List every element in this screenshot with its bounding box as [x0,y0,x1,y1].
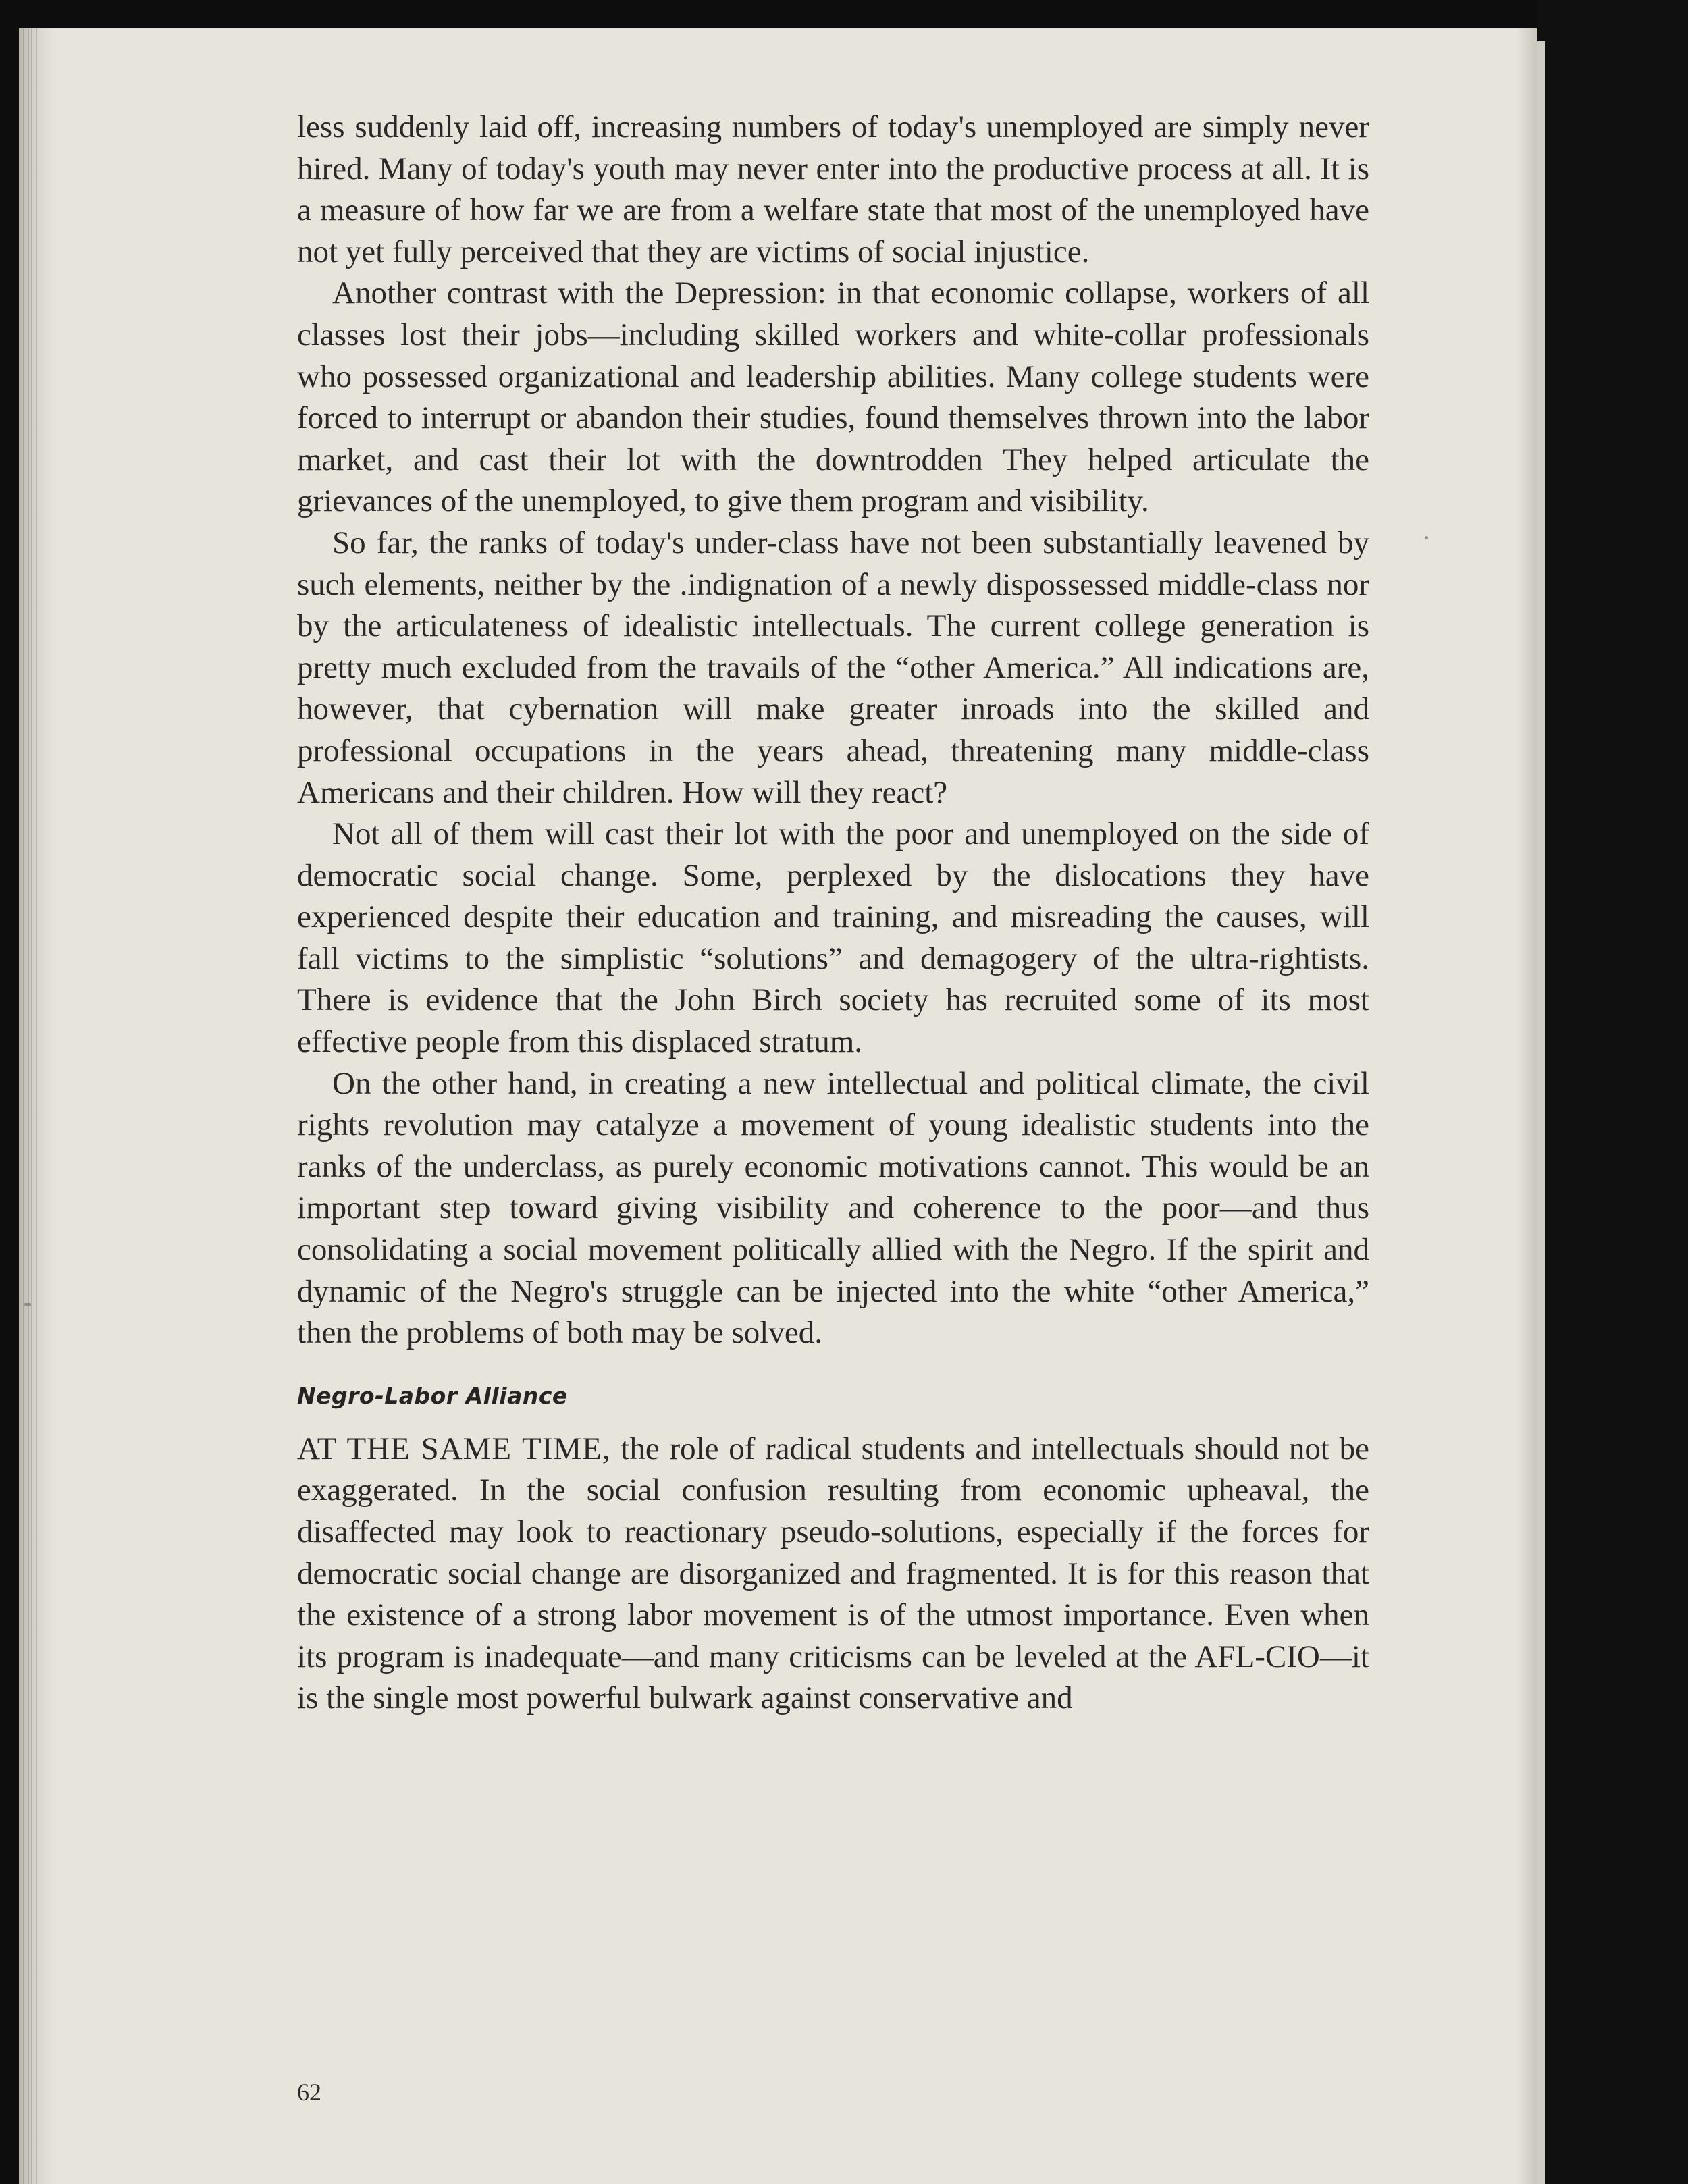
paragraph: On the other hand, in creating a new intellectual and political climate, the civil rights revolution may catalyze a movement of young idealistic students into the ranks of the underclass, as purely economic motivations cannot. This would be an important step toward giving visibility and coherence to the poor—and thus consolidating a social movement politically allied with the Negro. If the spirit and dynamic of the Negro's struggle can be injected into the white “other America,” then the problems of both may be solved. [297,1065,1369,1351]
adjacent-page-edge [1537,41,1545,2184]
paragraph: So far, the ranks of today's under-class have not been substantially leavened by such elements, neither by the .indignation of a newly dispossessed middle-class nor by the articulateness of idealistic intellectuals. The current college generation is pretty much excluded from the travails of the “other America.” All indications are, however, that cybernation will make greater inroads into the skilled and professional occupations in the years ahead, threatening many middle-class Americans and their children. How will they react? [297,525,1369,810]
body-text [297,107,1369,1720]
paragraph: Not all of them will cast their lot with the poor and unemployed on the side of democratic social change. Some, perplexed by the dislocations they have experienced despite their education and training, and misreading the causes, will fall victims to the simplistic “solutions” and demagogery of the ultra-rightists. There is evidence that the John Birch society has recruited some of its most effective people from this displaced stratum. [297,816,1369,1060]
section-paragraph [297,1429,1369,1720]
section-body-text: the role of radical students and intellectuals should not be exaggerated. In the social confusion resulting from economic upheaval, the disaffected may look to reactionary pseudo-solutions, especially if the forces for democratic social change are disorganized and fragmented. It is for this reason that the existence of a strong labor movement is of the utmost importance. Even when its program is inadequate—and many criticisms can be leveled at the AFL-CIO—it is the single most powerful bulwark against conservative and [297,1431,1369,1716]
paragraph: Another contrast with the Depression: in that economic collapse, workers of all classes lost their jobs—including skilled workers and white-collar professionals who possessed organizational and leadership abilities. Many college students were forced to interrupt or abandon their studies, found themselves thrown into the labor market, and cast their lot with the downtrodden They helped articulate the grievances of the unemployed, to give them program and visibility. [297,275,1369,519]
paragraph: less suddenly laid off, increasing numbers of today's unemployed are simply never hired. Many of today's youth may never enter into the productive process at all. It is a measure of how far we are from a welfare state that most of the unemployed have not yet fully perceived that they are victims of social injustice. [297,109,1369,269]
section-heading: Negro-Labor Alliance [297,1382,568,1409]
page-number: 62 [297,2079,321,2106]
page-edges [23,28,38,2184]
scan-speck [24,1303,31,1306]
page-curl-shadow [1516,28,1537,2184]
scanner-background [1537,0,1688,2184]
scan-speck [1425,536,1428,539]
lead-in-smallcaps: AT THE SAME TIME, [297,1431,611,1466]
